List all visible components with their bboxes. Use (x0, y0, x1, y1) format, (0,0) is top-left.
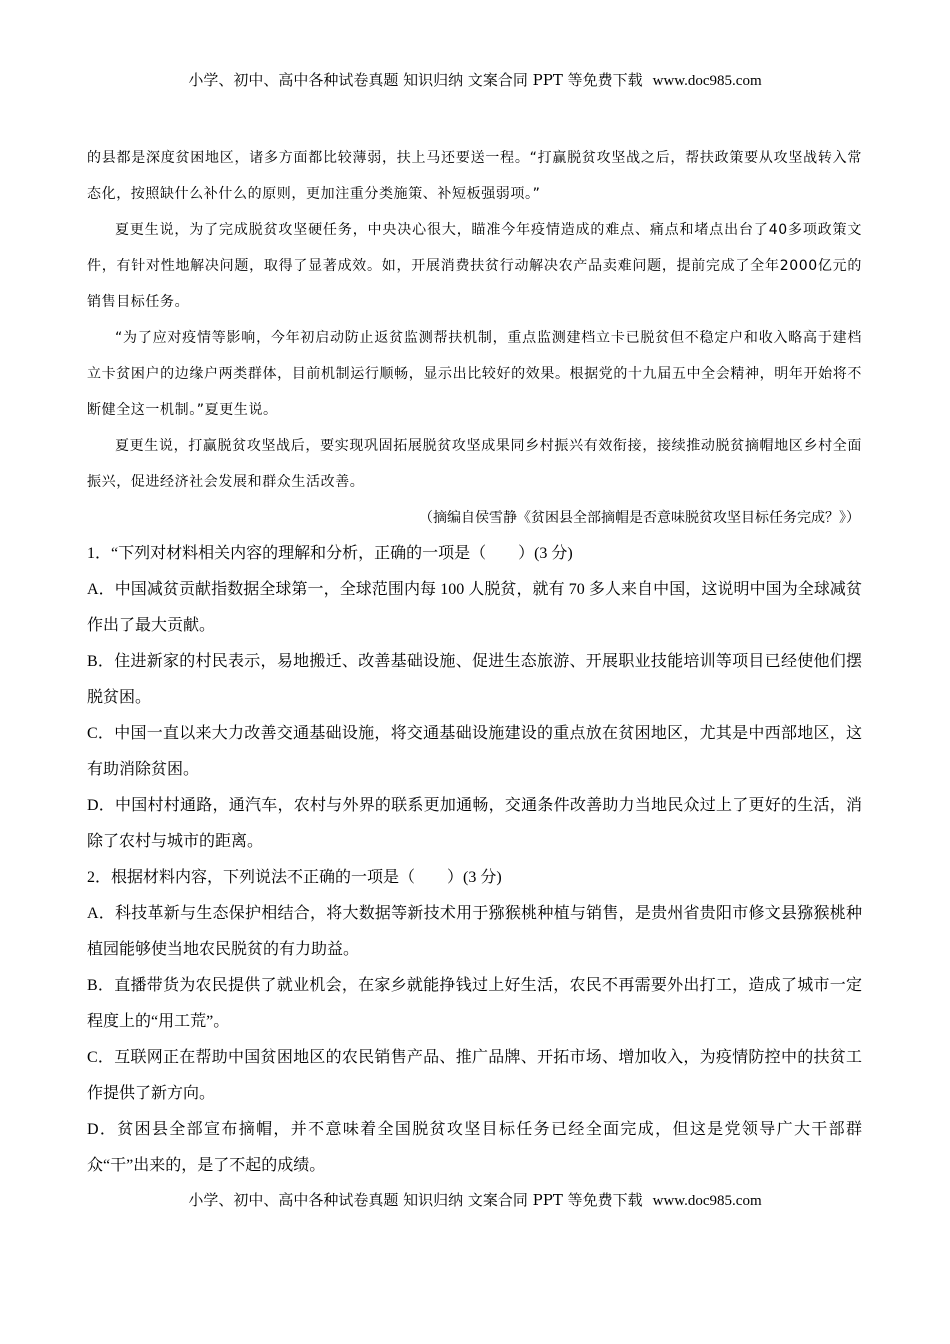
question-2-option-c: C．互联网正在帮助中国贫困地区的农民销售产品、推广品牌、开拓市场、增加收入，为疫情防控中的扶贫工作提供了新方向。 (87, 1049, 862, 1102)
article-paragraph-4: 夏更生说，打赢脱贫攻坚战后，要实现巩固拓展脱贫攻坚成果同乡村振兴有效衔接，接续推动脱贫摘帽地区乡村全面振兴，促进经济社会发展和群众生活改善。 (87, 438, 862, 490)
article-paragraph-1: 的县都是深度贫困地区，诸多方面都比较薄弱，扶上马还要送一程。“打赢脱贫攻坚战之后，帮扶政策要从攻坚战转入常态化，按照缺什么补什么的原则，更加注重分类施策、补短板强弱项。” (87, 150, 862, 202)
page-footer (0, 1190, 950, 1211)
question-1 (87, 536, 862, 860)
article-source: （摘编自侯雪静《贫困县全部摘帽是否意味脱贫攻坚目标任务完成？》） (419, 510, 860, 526)
question-1-option-d: D．中国村村通路，通汽车，农村与外界的联系更加通畅，交通条件改善助力当地民众过上了更好的生活，消除了农村与城市的距离。 (87, 797, 862, 850)
question-1-option-b: B．住进新家的村民表示，易地搬迁、改善基础设施、促进生态旅游、开展职业技能培训等项目已经使他们摆脱贫困。 (87, 653, 862, 706)
article-paragraph-3: “为了应对疫情等影响，今年初启动防止返贫监测帮扶机制，重点监测建档立卡已脱贫但不稳定户和收入略高于建档立卡贫困户的边缘户两类群体，目前机制运行顺畅，显示出比较好的效果。根据党的十九届五中全会精神，明年开始将不断健全这一机制。”夏更生说。 (87, 330, 862, 418)
question-2-option-b: B．直播带货为农民提供了就业机会，在家乡就能挣钱过上好生活，农民不再需要外出打工，造成了城市一定程度上的“用工荒”。 (87, 977, 862, 1030)
question-1-option-a: A．中国减贫贡献指数据全球第一，全球范围内每 100 人脱贫，就有 70 多人来自中国，这说明中国为全球减贫作出了最大贡献。 (87, 581, 862, 634)
header-text: 小学、初中、高中各种试卷真题 知识归纳 文案合同 PPT 等免费下载 (188, 71, 643, 89)
question-1-option-c: C．中国一直以来大力改善交通基础设施，将交通基础设施建设的重点放在贫困地区，尤其是中西部地区，这有助消除贫困。 (87, 725, 862, 778)
question-2-option-a: A．科技革新与生态保护相结合，将大数据等新技术用于猕猴桃种植与销售，是贵州省贵阳市修文县猕猴桃种植园能够使当地农民脱贫的有力助益。 (87, 905, 862, 958)
question-2-option-d: D．贫困县全部宣布摘帽，并不意味着全国脱贫攻坚目标任务已经全面完成，但这是党领导广大干部群众“干”出来的，是了不起的成绩。 (87, 1121, 862, 1174)
footer-url-link[interactable]: www.doc985.com (652, 1193, 762, 1209)
document-body (87, 140, 862, 1184)
question-1-stem: 1．“下列对材料相关内容的理解和分析，正确的一项是（ ）(3 分) (87, 545, 573, 562)
footer-text: 小学、初中、高中各种试卷真题 知识归纳 文案合同 PPT 等免费下载 (188, 1191, 643, 1209)
header-url-link[interactable]: www.doc985.com (652, 73, 762, 89)
question-2-stem: 2．根据材料内容，下列说法不正确的一项是（ ）(3 分) (87, 869, 502, 886)
article-paragraph-2: 夏更生说，为了完成脱贫攻坚硬任务，中央决心很大，瞄准今年疫情造成的难点、痛点和堵点出台了40多项政策文件，有针对性地解决问题，取得了显著成效。如，开展消费扶贫行动解决农产品卖难问题，提前完成了全年2000亿元的销售目标任务。 (87, 222, 862, 310)
question-2 (87, 860, 862, 1184)
page-header (0, 70, 950, 91)
